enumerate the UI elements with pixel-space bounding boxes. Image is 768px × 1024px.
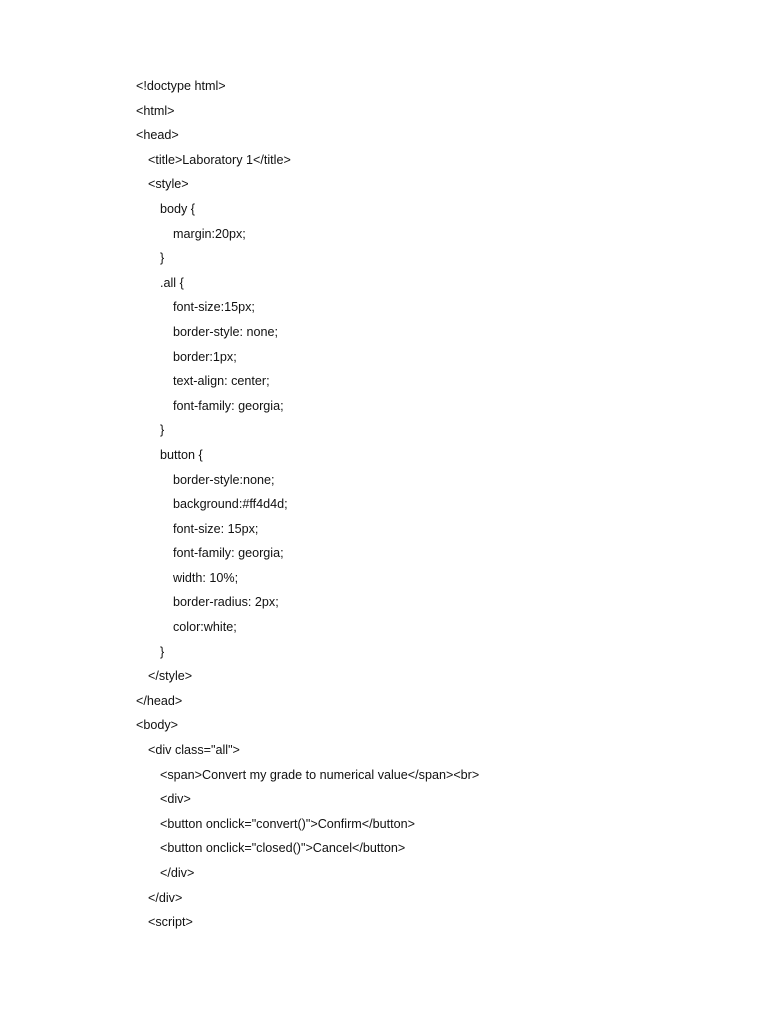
code-line: width: 10%; [173, 570, 239, 585]
code-line: </head> [136, 693, 183, 708]
code-line: font-size: 15px; [173, 521, 259, 536]
code-line: font-family: georgia; [173, 546, 284, 561]
code-line: .all { [160, 275, 184, 290]
code-line: <span>Convert my grade to numerical value</span><br> [160, 767, 480, 782]
code-line: border:1px; [173, 349, 237, 364]
code-line: <head> [136, 128, 179, 143]
code-line: color:white; [173, 620, 237, 635]
code-line: font-size:15px; [173, 300, 255, 315]
code-line: <div class="all"> [148, 743, 240, 758]
code-line: margin:20px; [173, 226, 246, 241]
code-line: <button onclick="convert()">Confirm</button> [160, 816, 416, 831]
code-line: <body> [136, 718, 179, 733]
code-line: </div> [160, 866, 195, 880]
code-listing [136, 74, 479, 935]
code-line: } [160, 644, 165, 659]
code-line: text-align: center; [173, 374, 270, 389]
code-line: } [160, 251, 165, 266]
code-line: <html> [136, 103, 175, 118]
code-line: body { [160, 201, 196, 216]
code-line: font-family: georgia; [173, 398, 284, 413]
code-line: <script> [148, 915, 193, 930]
code-line: border-style:none; [173, 472, 275, 487]
code-line: background:#ff4d4d; [173, 497, 288, 512]
code-line: button { [160, 447, 203, 462]
code-line: } [160, 423, 165, 438]
code-line: </style> [148, 669, 193, 684]
code-line: <button onclick="closed()">Cancel</button> [160, 841, 406, 856]
code-line: border-style: none; [173, 324, 279, 339]
code-line: </div> [148, 890, 183, 905]
code-line: <title>Laboratory 1</title> [148, 152, 291, 167]
code-line: <!doctype html> [136, 79, 226, 93]
code-line: <div> [160, 792, 191, 807]
code-line: <style> [148, 177, 189, 192]
code-line: border-radius: 2px; [173, 595, 279, 610]
